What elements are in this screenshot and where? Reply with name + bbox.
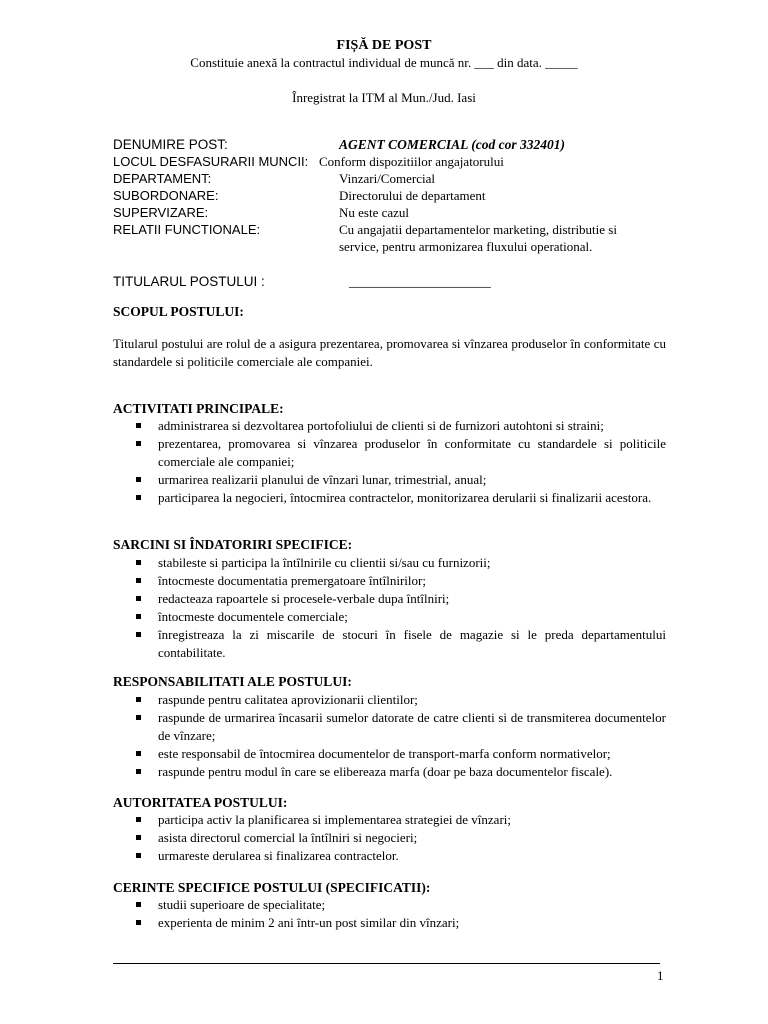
scope-heading: SCOPUL POSTULUI: [113, 304, 244, 319]
list-item-text: raspunde de urmarirea încasarii sumelor datorate de catre clienti si de transmiterea documentelor de vînzare; [158, 710, 666, 743]
list-item-text: înregistreaza la zi miscarile de stocuri în fisele de magazie si le preda departamentului contabilitate. [158, 627, 666, 660]
scope-text: Titularul postului are rolul de a asigura prezentarea, promovarea si vînzarea produselor în conformitate cu standardele si politicile comerciale ale companiei. [113, 336, 666, 369]
list-item-text: stabileste si participa la întîlnirile cu clientii si/sau cu furnizorii; [158, 555, 491, 570]
bullet-icon [136, 495, 141, 500]
list-item-text: experienta de minim 2 ani într-un post similar din vînzari; [158, 915, 460, 930]
list-item-text: prezentarea, promovarea si vînzarea produselor în conformitate cu standardele si politicile comerciale ale companiei; [158, 436, 666, 469]
registration-line: Înregistrat la ITM al Mun./Jud. Iasi [292, 90, 476, 105]
document-title: FIȘĂ DE POST [336, 38, 432, 53]
authority-list [113, 811, 666, 865]
bullet-icon [136, 853, 141, 858]
list-item-text: întocmeste documentele comerciale; [158, 609, 348, 624]
field-relations [113, 221, 673, 273]
bullet-icon [136, 715, 141, 720]
list-item-text: participa activ la planificarea si implementarea strategiei de vînzari; [158, 812, 511, 827]
field-department [113, 170, 673, 187]
list-item [113, 608, 666, 626]
field-value: Conform dispozitiilor angajatorului [319, 154, 504, 169]
bullet-icon [136, 769, 141, 774]
bullet-icon [136, 423, 141, 428]
responsibilities-heading: RESPONSABILITATI ALE POSTULUI: [113, 674, 352, 689]
list-item [113, 709, 666, 745]
bullet-icon [136, 817, 141, 822]
list-item [113, 847, 666, 865]
list-item [113, 745, 666, 763]
responsibilities-list [113, 691, 666, 781]
field-location [113, 153, 673, 170]
bullet-icon [136, 614, 141, 619]
field-post [113, 136, 673, 153]
page-number: 1 [657, 968, 664, 983]
list-item [113, 914, 666, 932]
field-holder [113, 273, 673, 290]
bullet-icon [136, 751, 141, 756]
footer-divider [113, 963, 660, 964]
list-item [113, 811, 666, 829]
bullet-icon [136, 578, 141, 583]
list-item [113, 829, 666, 847]
field-label: DENUMIRE POST: [113, 137, 228, 152]
list-item [113, 896, 666, 914]
field-label: RELATII FUNCTIONALE: [113, 222, 261, 237]
bullet-icon [136, 835, 141, 840]
list-item-text: urmarirea realizarii planului de vînzari lunar, trimestrial, anual; [158, 472, 487, 487]
bullet-icon [136, 920, 141, 925]
list-item [113, 435, 666, 471]
field-value: AGENT COMERCIAL (cod cor 332401) [339, 137, 566, 152]
list-item [113, 417, 666, 435]
field-value: _____________________ [349, 274, 491, 289]
field-value: Directorului de departament [339, 188, 486, 203]
list-item-text: întocmeste documentatia premergatoare întîlnirilor; [158, 573, 426, 588]
field-subordination [113, 187, 673, 204]
requirements-list [113, 896, 666, 932]
list-item-text: redacteaza rapoartele si procesele-verbale dupa întîlniri; [158, 591, 450, 606]
field-value: Vinzari/Comercial [339, 171, 435, 186]
authority-heading: AUTORITATEA POSTULUI: [113, 795, 288, 810]
list-item-text: raspunde pentru modul în care se elibereaza marfa (doar pe baza documentelor fiscale). [158, 764, 613, 779]
bullet-icon [136, 596, 141, 601]
bullet-icon [136, 902, 141, 907]
field-label: TITULARUL POSTULUI : [113, 274, 265, 289]
bullet-icon [136, 697, 141, 702]
list-item-text: studii superioare de specialitate; [158, 897, 326, 912]
job-fields [113, 136, 673, 290]
field-label: DEPARTAMENT: [113, 171, 212, 186]
list-item [113, 489, 666, 507]
field-value: Cu angajatii departamentelor marketing, distributie si service, pentru armonizarea fluxului operational. [339, 222, 617, 254]
field-value: Nu este cazul [339, 205, 410, 220]
list-item-text: participarea la negocieri, întocmirea contractelor, monitorizarea derularii si finalizarii acestora. [158, 490, 652, 505]
list-item [113, 572, 666, 590]
list-item-text: administrarea si dezvoltarea portofoliului de clienti si de furnizori autohtoni si straini; [158, 418, 604, 433]
requirements-heading: CERINTE SPECIFICE POSTULUI (SPECIFICATII): [113, 880, 431, 895]
list-item-text: raspunde pentru calitatea aprovizionarii clientilor; [158, 692, 418, 707]
field-label: SUPERVIZARE: [113, 205, 209, 220]
field-supervision [113, 204, 673, 221]
tasks-heading: SARCINI SI ÎNDATORIRI SPECIFICE: [113, 537, 353, 552]
list-item-text: este responsabil de întocmirea documentelor de transport-marfa conform normativelor; [158, 746, 611, 761]
bullet-icon [136, 441, 141, 446]
list-item-text: asista directorul comercial la întîlniri si negocieri; [158, 830, 418, 845]
bullet-icon [136, 477, 141, 482]
tasks-list [113, 554, 666, 662]
list-item [113, 590, 666, 608]
field-label: SUBORDONARE: [113, 188, 219, 203]
list-item [113, 471, 666, 489]
list-item-text: urmareste derularea si finalizarea contractelor. [158, 848, 399, 863]
list-item [113, 626, 666, 662]
bullet-icon [136, 560, 141, 565]
list-item [113, 763, 666, 781]
annex-line: Constituie anexă la contractul individual de muncă nr. ___ din data. _____ [190, 55, 578, 70]
activities-list [113, 417, 666, 507]
list-item [113, 554, 666, 572]
list-item [113, 691, 666, 709]
bullet-icon [136, 632, 141, 637]
field-label: LOCUL DESFASURARII MUNCII: [113, 154, 309, 169]
activities-heading: ACTIVITATI PRINCIPALE: [113, 401, 284, 416]
